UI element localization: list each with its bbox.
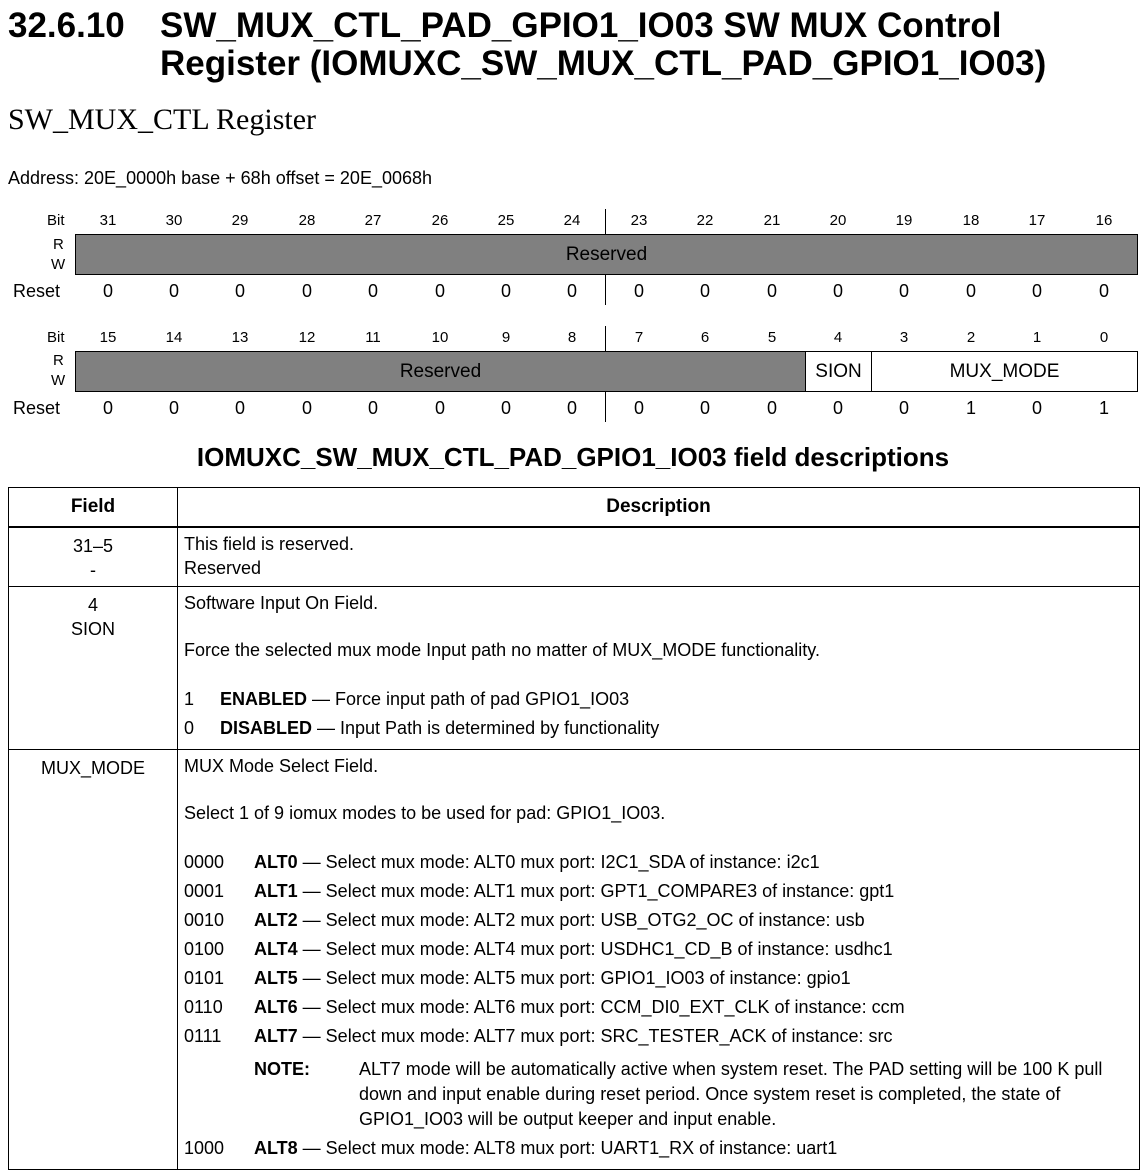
- bit-number: 18: [962, 212, 980, 229]
- read-label: R: [53, 236, 64, 253]
- reset-value: 0: [168, 281, 179, 301]
- reset-value: 0: [898, 281, 909, 301]
- reset-value: 0: [301, 398, 312, 418]
- value-name: ALT7: [254, 1026, 298, 1046]
- section-title-line2: Register (IOMUXC_SW_MUX_CTL_PAD_GPIO1_IO03): [160, 44, 1047, 83]
- bit-number: 4: [833, 329, 843, 346]
- value-row: [184, 906, 1133, 935]
- bit-number: 10: [431, 329, 449, 346]
- description-title: MUX Mode Select Field.: [184, 756, 379, 776]
- reset-value: 1: [1098, 398, 1109, 418]
- reset-value: 0: [367, 281, 378, 301]
- reset-value: 0: [500, 398, 511, 418]
- description-text: Force the selected mux mode Input path no matter of MUX_MODE functionality.: [184, 640, 820, 660]
- value-name: DISABLED: [220, 718, 313, 738]
- bit-number: 14: [165, 329, 183, 346]
- value-text: — Select mux mode: ALT6 mux port: CCM_DI0_EXT_CLK of instance: ccm: [297, 997, 905, 1017]
- value-text: — Select mux mode: ALT5 mux port: GPIO1_IO03 of instance: gpio1: [297, 968, 851, 988]
- header-field: Field: [9, 488, 178, 528]
- table-header-row: [9, 488, 1140, 528]
- bit-number: 16: [1095, 212, 1113, 229]
- description-cell: [178, 527, 1140, 587]
- reset-value: 0: [434, 281, 445, 301]
- bit-label: Bit: [47, 212, 65, 229]
- value-row: [184, 714, 1133, 743]
- field-cell: [9, 527, 178, 587]
- reset-value: 0: [566, 281, 577, 301]
- description-text: Select 1 of 9 iomux modes to be used for pad: GPIO1_IO03.: [184, 803, 666, 823]
- bit-number: 26: [431, 212, 449, 229]
- reset-value: 0: [434, 398, 445, 418]
- value-code: 0100: [184, 939, 225, 959]
- bit-number: 7: [634, 329, 644, 346]
- reset-value: 0: [1031, 281, 1042, 301]
- value-name: ALT2: [254, 910, 298, 930]
- value-row: [184, 848, 1133, 877]
- value-name: ALT1: [254, 881, 298, 901]
- byte-divider: [605, 326, 606, 351]
- value-row: [184, 964, 1133, 993]
- bit-number: 28: [298, 212, 316, 229]
- bit-number: 21: [763, 212, 781, 229]
- value-row: [184, 1022, 1133, 1051]
- reset-value: 0: [898, 398, 909, 418]
- table-row-mux-mode: [9, 750, 1140, 1170]
- description-text: Reserved: [184, 558, 262, 578]
- reset-value: 0: [102, 398, 113, 418]
- value-row: [184, 1134, 1133, 1163]
- description-title: Software Input On Field.: [184, 593, 379, 613]
- bit-number: 25: [497, 212, 515, 229]
- value-text: — Select mux mode: ALT8 mux port: UART1_RX of instance: uart1: [297, 1138, 838, 1158]
- value-name: ALT0: [254, 852, 298, 872]
- value-code: 0001: [184, 881, 225, 901]
- description-cell: [178, 750, 1140, 1170]
- section-number: 32.6.10: [8, 6, 125, 45]
- write-label: W: [51, 372, 66, 389]
- value-code: 0110: [184, 997, 223, 1017]
- table-row-sion: [9, 587, 1140, 750]
- reset-value: 0: [168, 398, 179, 418]
- register-subheading: SW_MUX_CTL Register: [8, 103, 317, 136]
- field-bits: 4: [87, 595, 98, 615]
- reset-value: 1: [965, 398, 976, 418]
- value-text: — Select mux mode: ALT1 mux port: GPT1_COMPARE3 of instance: gpt1: [297, 881, 895, 901]
- bit-number: 24: [563, 212, 581, 229]
- bit-number: 20: [829, 212, 847, 229]
- field-name: -: [90, 560, 96, 580]
- reset-value: 0: [633, 281, 644, 301]
- reset-value: 0: [633, 398, 644, 418]
- value-row: [184, 993, 1133, 1022]
- bit-number: 12: [298, 329, 316, 346]
- reset-value: 0: [699, 398, 710, 418]
- value-name: ALT8: [254, 1138, 298, 1158]
- value-text: — Select mux mode: ALT0 mux port: I2C1_SDA of instance: i2c1: [297, 852, 820, 872]
- table-row-reserved: [9, 527, 1140, 587]
- reserved-field-upper: Reserved: [75, 234, 1138, 275]
- description-text: This field is reserved.: [184, 534, 355, 554]
- value-code: 0101: [184, 968, 225, 988]
- bit-number: 1: [1032, 329, 1042, 346]
- bit-number: 2: [966, 329, 976, 346]
- reset-value: 0: [699, 281, 710, 301]
- value-text: — Input Path is determined by functionality: [312, 718, 660, 738]
- byte-divider: [605, 392, 606, 422]
- field-name: SION: [70, 619, 115, 639]
- reset-value: 0: [832, 281, 843, 301]
- note-text: ALT7 mode will be automatically active when system reset. The PAD setting will be 100 K pull down and input enable during reset period. Once system reset is completed, the state of GPIO1_IO03 will be output keeper and input enable.: [359, 1059, 1103, 1129]
- reset-value: 0: [832, 398, 843, 418]
- bit-number: 27: [364, 212, 382, 229]
- value-text: — Select mux mode: ALT7 mux port: SRC_TESTER_ACK of instance: src: [297, 1026, 893, 1046]
- reset-value: 0: [566, 398, 577, 418]
- reset-value: 0: [1031, 398, 1042, 418]
- bit-number: 22: [696, 212, 714, 229]
- reset-value: 0: [965, 281, 976, 301]
- value-code: 0: [184, 718, 195, 738]
- value-row: [184, 877, 1133, 906]
- bit-number: 13: [231, 329, 249, 346]
- bit-number: 3: [899, 329, 909, 346]
- byte-divider: [605, 275, 606, 305]
- bit-number: 19: [895, 212, 913, 229]
- register-address: Address: 20E_0000h base + 68h offset = 20E_0068h: [8, 168, 433, 188]
- reset-value: 0: [367, 398, 378, 418]
- note-block: [254, 1057, 1133, 1132]
- bit-number: 23: [630, 212, 648, 229]
- value-name: ENABLED: [220, 689, 308, 709]
- bit-label: Bit: [47, 329, 65, 346]
- reset-value: 0: [500, 281, 511, 301]
- value-code: 0000: [184, 852, 225, 872]
- reset-value: 0: [102, 281, 113, 301]
- value-text: — Select mux mode: ALT2 mux port: USB_OTG2_OC of instance: usb: [297, 910, 865, 930]
- bit-number: 8: [567, 329, 577, 346]
- reset-label: Reset: [13, 281, 61, 301]
- bit-number: 17: [1028, 212, 1046, 229]
- value-code: 1000: [184, 1138, 225, 1158]
- bit-number: 29: [231, 212, 249, 229]
- description-cell: [178, 587, 1140, 750]
- value-name: ALT5: [254, 968, 298, 988]
- field-cell: [9, 587, 178, 750]
- reset-value: 0: [1098, 281, 1109, 301]
- value-code: 0010: [184, 910, 225, 930]
- write-label: W: [51, 256, 66, 273]
- value-name: ALT4: [254, 939, 298, 959]
- bit-number: 15: [99, 329, 117, 346]
- bit-number: 9: [501, 329, 511, 346]
- reset-value: 0: [234, 398, 245, 418]
- value-name: ALT6: [254, 997, 298, 1017]
- byte-divider: [605, 209, 606, 234]
- reset-value: 0: [301, 281, 312, 301]
- value-text: — Force input path of pad GPIO1_IO03: [307, 689, 630, 709]
- read-label: R: [53, 352, 64, 369]
- field-descriptions-table: [8, 487, 1140, 1170]
- value-row: [184, 935, 1133, 964]
- field-bits: 31–5: [72, 536, 114, 556]
- reset-value: 0: [766, 398, 777, 418]
- field-cell: [9, 750, 178, 1170]
- field-name: MUX_MODE: [40, 758, 145, 778]
- table-caption: IOMUXC_SW_MUX_CTL_PAD_GPIO1_IO03 field descriptions: [196, 442, 950, 472]
- sion-field: SION: [805, 351, 872, 392]
- bit-number: 6: [700, 329, 710, 346]
- bit-number: 31: [99, 212, 117, 229]
- mux-mode-field: MUX_MODE: [871, 351, 1138, 392]
- value-code: 0111: [184, 1026, 222, 1046]
- reserved-field-lower: Reserved: [75, 351, 806, 392]
- bit-number: 30: [165, 212, 183, 229]
- reset-label: Reset: [13, 398, 61, 418]
- value-text: — Select mux mode: ALT4 mux port: USDHC1_CD_B of instance: usdhc1: [297, 939, 893, 959]
- section-title-line1: SW_MUX_CTL_PAD_GPIO1_IO03 SW MUX Control: [160, 6, 1002, 45]
- bit-number: 5: [767, 329, 777, 346]
- reset-value: 0: [766, 281, 777, 301]
- value-code: 1: [184, 689, 195, 709]
- bit-number: 0: [1099, 329, 1109, 346]
- value-row: [184, 685, 1133, 714]
- note-label: NOTE:: [254, 1059, 310, 1079]
- header-description: Description: [178, 488, 1140, 528]
- reset-value: 0: [234, 281, 245, 301]
- bit-number: 11: [365, 329, 381, 346]
